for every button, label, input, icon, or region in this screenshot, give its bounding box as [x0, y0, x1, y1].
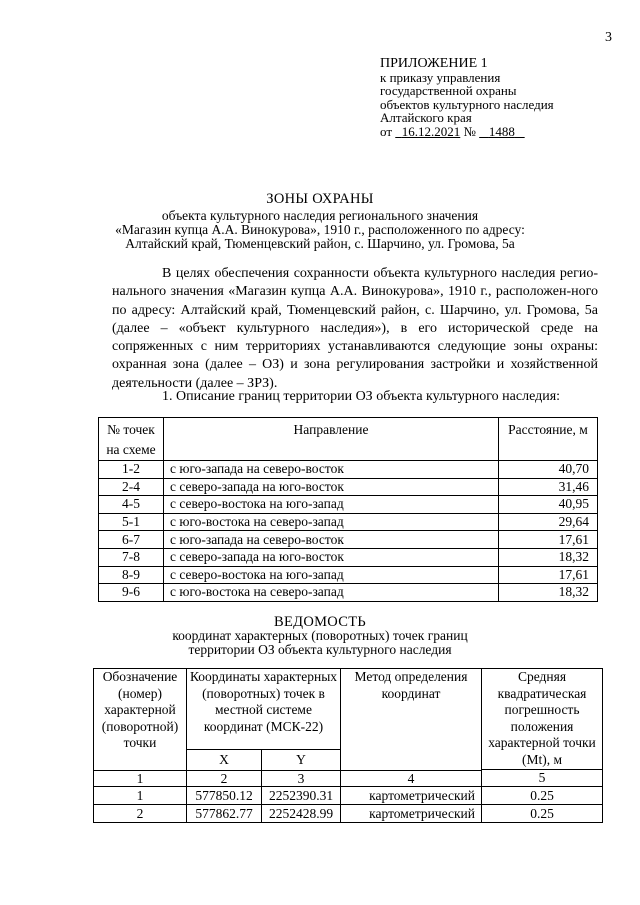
- table-header-row: [99, 418, 598, 461]
- table-row: 7-8 с северо-запада на юго-восток 18,32: [99, 548, 598, 566]
- table-row: 4-5 с северо-востока на юго-запад 40,95: [99, 496, 598, 514]
- document-heading: ЗОНЫ ОХРАНЫ: [266, 191, 374, 207]
- vedomost-subtitle: координат характерных (поворотных) точек границ территории ОЗ объекта культурного наследия: [172, 628, 468, 657]
- order-number: 1488: [488, 123, 515, 139]
- order-prefix: от: [380, 123, 393, 139]
- table-row: 2-4 с северо-запада на юго-восток 31,46: [99, 478, 598, 496]
- header-error: Средняя квадратическая погрешность положения характерной точки (Mt), м 5: [482, 669, 603, 787]
- appendix-line: Алтайского края: [380, 110, 472, 125]
- appendix-line: объектов культурного наследия: [380, 96, 554, 112]
- header-direction: Направление: [164, 418, 499, 461]
- appendix-title: ПРИЛОЖЕНИЕ 1: [380, 56, 488, 71]
- table-row: 8-9 с северо-востока на юго-запад 17,61: [99, 566, 598, 584]
- table-row: 6-7 с юго-запада на северо-восток 17,61: [99, 531, 598, 549]
- boundary-table: [98, 417, 598, 602]
- table-row: 5-1 с юго-востока на северо-запад 29,64: [99, 513, 598, 531]
- order-line: [380, 125, 554, 139]
- header-designation: Обозначение (номер) характерной (поворотной) точки: [94, 669, 187, 771]
- header-method: Метод определения координат: [341, 669, 482, 771]
- table-number-row: 1 2 3 4: [94, 771, 603, 787]
- appendix-line: к приказу управления: [380, 69, 501, 85]
- table-row: 9-6 с юго-востока на северо-запад 18,32: [99, 584, 598, 602]
- vedomost-title: ВЕДОМОСТЬ: [274, 614, 366, 630]
- section-heading: 1. Описание границ территории ОЗ объекта культурного наследия:: [162, 389, 561, 404]
- header-y: Y: [262, 750, 341, 771]
- table-row: 2 577862.77 2252428.99 картометрический 0.25: [94, 805, 603, 823]
- header-point: № точек на схеме: [99, 418, 164, 461]
- page-number: 3: [605, 30, 612, 45]
- table-row: 1 577850.12 2252390.31 картометрический 0.25: [94, 787, 603, 805]
- table-header-row: [94, 669, 603, 750]
- header-distance: Расстояние, м: [499, 418, 598, 461]
- appendix-line: государственной охраны: [380, 83, 517, 98]
- order-no-sign: №: [463, 123, 476, 139]
- table-row: 1-2 с юго-запада на северо-восток 40,70: [99, 461, 598, 479]
- header-x: X: [187, 750, 262, 771]
- header-coords: Координаты характерных (поворотных) точек в местной системе координат (МСК-22): [187, 669, 341, 750]
- order-date: 16.12.2021: [401, 123, 461, 139]
- number-cell: 5: [482, 769, 602, 787]
- document-subtitle: объекта культурного наследия регионального значения «Магазин купца А.А. Винокурова», 1910 г., расположенного по адресу: Алтайский край, Тюменцевский район, с. Шарчино, ул. Громова, 5а: [115, 208, 525, 251]
- appendix-block: [380, 57, 554, 138]
- body-paragraph: В целях обеспечения сохранности объекта культурного наследия регио-нального значения «Магазин купца А.А. Винокурова», 1910 г., расположен-ного по адресу: Алтайский край, Тюменцевский район, с. Шарчино, ул. Громова, 5а (далее – «объект культурного наследия»), в его исторической среде на сопряженных с ним территориях устанавливаются следующие зоны охраны: охранная зона (далее – ОЗ) и зона регулирования застройки и хозяйственной деятельности (далее – ЗРЗ).: [112, 266, 598, 391]
- coordinates-table: [93, 668, 603, 823]
